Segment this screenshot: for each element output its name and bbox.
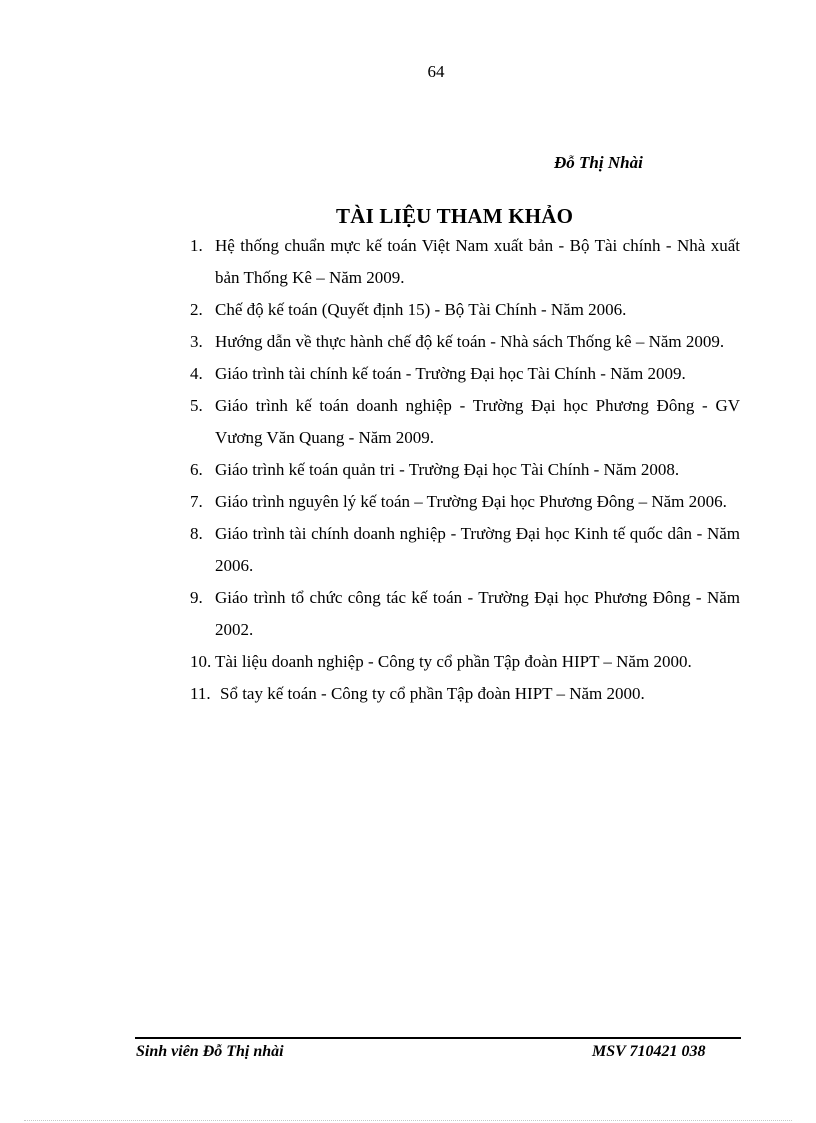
page-bottom-border — [24, 1120, 792, 1121]
page-number: 64 — [427, 62, 445, 81]
reference-text: Giáo trình nguyên lý kế toán – Trường Đại học Phương Đông – Năm 2006. — [215, 492, 727, 511]
page-title: TÀI LIỆU THAM KHẢO — [336, 204, 574, 228]
reference-item-8 — [190, 518, 740, 582]
reference-number: 5. — [190, 396, 203, 415]
reference-number: 10. — [190, 652, 212, 671]
reference-number: 4. — [190, 364, 203, 383]
reference-item-2 — [190, 294, 740, 326]
reference-text: Tài liệu doanh nghiệp - Công ty cổ phần Tập đoàn HIPT – Năm 2000. — [215, 652, 692, 671]
reference-text: Giáo trình tài chính doanh nghiệp - Trường Đại học Kinh tế quốc dân - Năm 2006. — [215, 524, 740, 575]
reference-item-1 — [190, 230, 740, 294]
reference-item-4 — [190, 358, 740, 390]
author-name: Đỗ Thị Nhài — [554, 153, 643, 172]
reference-item-10 — [190, 646, 740, 678]
footer-student-id: MSV 710421 038 — [592, 1043, 706, 1060]
reference-item-5 — [190, 390, 740, 454]
reference-number: 1. — [190, 236, 203, 255]
reference-text: Giáo trình tổ chức công tác kế toán - Trường Đại học Phương Đông - Năm 2002. — [215, 588, 740, 639]
reference-text: Giáo trình kế toán quản tri - Trường Đại học Tài Chính - Năm 2008. — [215, 460, 680, 479]
reference-number: 11. — [190, 684, 211, 703]
reference-number: 7. — [190, 492, 203, 511]
reference-item-7 — [190, 486, 740, 518]
reference-item-3 — [190, 326, 740, 358]
reference-text: Hệ thống chuẩn mực kế toán Việt Nam xuất bản - Bộ Tài chính - Nhà xuất bản Thống Kê – Năm 2009. — [215, 236, 740, 287]
reference-text: Chế độ kế toán (Quyết định 15) - Bộ Tài Chính - Năm 2006. — [215, 300, 627, 319]
reference-text: Giáo trình kế toán doanh nghiệp - Trường Đại học Phương Đông - GV Vương Văn Quang - Năm 2009. — [215, 396, 740, 447]
reference-number: 3. — [190, 332, 203, 351]
reference-item-6 — [190, 454, 740, 486]
reference-text: Sổ tay kế toán - Công ty cổ phần Tập đoàn HIPT – Năm 2000. — [220, 684, 645, 703]
reference-text: Giáo trình tài chính kế toán - Trường Đại học Tài Chính - Năm 2009. — [215, 364, 686, 383]
reference-item-11 — [190, 678, 740, 710]
reference-number: 2. — [190, 300, 203, 319]
reference-number: 9. — [190, 588, 203, 607]
reference-number: 6. — [190, 460, 203, 479]
footer-student-name: Sinh viên Đỗ Thị nhài — [136, 1043, 284, 1060]
footer-divider — [135, 1037, 741, 1039]
reference-item-9 — [190, 582, 740, 646]
reference-number: 8. — [190, 524, 203, 543]
reference-text: Hướng dẫn về thực hành chế độ kế toán - Nhà sách Thống kê – Năm 2009. — [215, 332, 725, 351]
reference-list — [190, 230, 740, 710]
